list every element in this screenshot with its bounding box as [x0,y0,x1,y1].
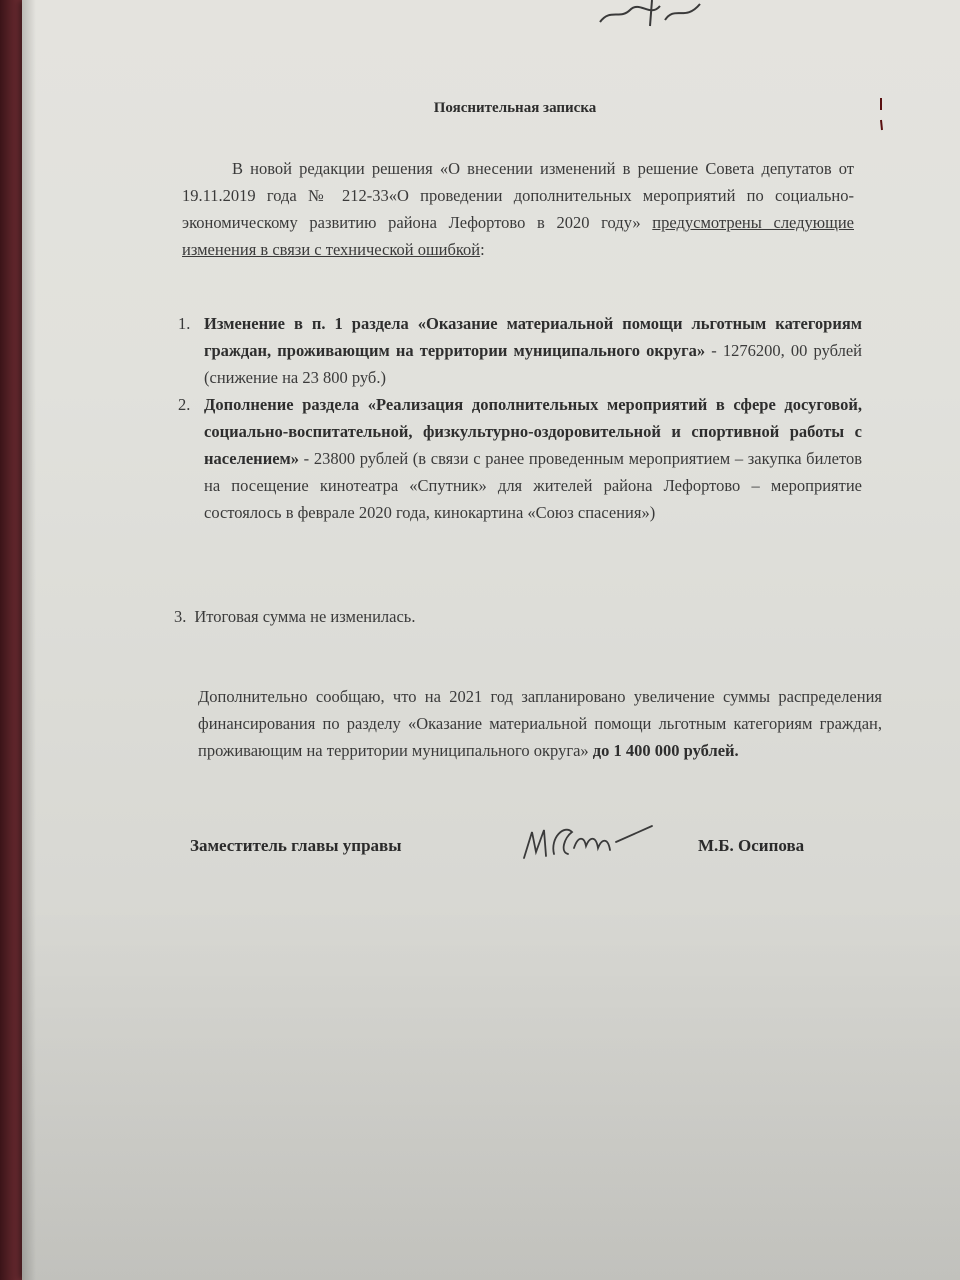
signer-position: Заместитель главы управы [190,836,402,855]
intro-paragraph [182,155,854,263]
page-lower-shading [22,900,960,1280]
additional-amount: до 1 400 000 рублей. [592,741,739,760]
list-item-bold-text: Изменение в п. 1 раздела «Оказание материальной помощи льготным категориям граждан, проживающим на территории муниципального округа» [204,314,862,360]
list-item-bold-text: Дополнение раздела «Реализация дополнительных мероприятий в сфере досуговой, социально-воспитательной, физкультурно-оздоровительной и спортивной работы с населением» [204,395,862,468]
signer-name: М.Б. Осипова [698,836,805,855]
handwritten-signature [520,818,670,868]
list-item-number: 1. [178,314,191,333]
list-item-number: 3. [174,607,187,626]
list-item-text: - 23800 рублей (в связи с ранее проведенным мероприятием – закупка билетов на посещение кинотеатра «Спутник» для жителей района Лефортово – мероприятие состоялось в феврале 2020 года, кинокартина «Союз спасения») [204,449,862,522]
additional-text: Дополнительно сообщаю, что на 2021 год запланировано увеличение суммы распределения финансирования по разделу «Оказание материальной помощи льготным категориям граждан, проживающим на территории муниципального округа» [198,687,882,760]
changes-list [178,310,862,526]
list-item-number: 2. [178,395,191,414]
intro-text: В новой редакции решения «О внесении изменений в решение Совета депутатов от 19.11.2019 года № 212-33«О проведении дополнительных мероприятий по социально-экономическому развитию района Лефортово в 2020 году» [182,159,854,232]
intro-underlined-text: предусмотрены следующие изменения в связи с технической ошибкой [182,213,854,259]
additional-paragraph [198,683,882,764]
top-handwritten-mark [590,0,710,30]
list-item [178,391,862,526]
list-item-total [174,603,415,630]
list-item [178,310,862,391]
document-title: Пояснительная записка [433,100,597,116]
intro-colon: : [480,240,485,259]
list-item-text: - 1276200, 00 рублей (снижение на 23 800 руб.) [204,341,862,387]
list-item-text: Итоговая сумма не изменилась. [194,607,416,626]
